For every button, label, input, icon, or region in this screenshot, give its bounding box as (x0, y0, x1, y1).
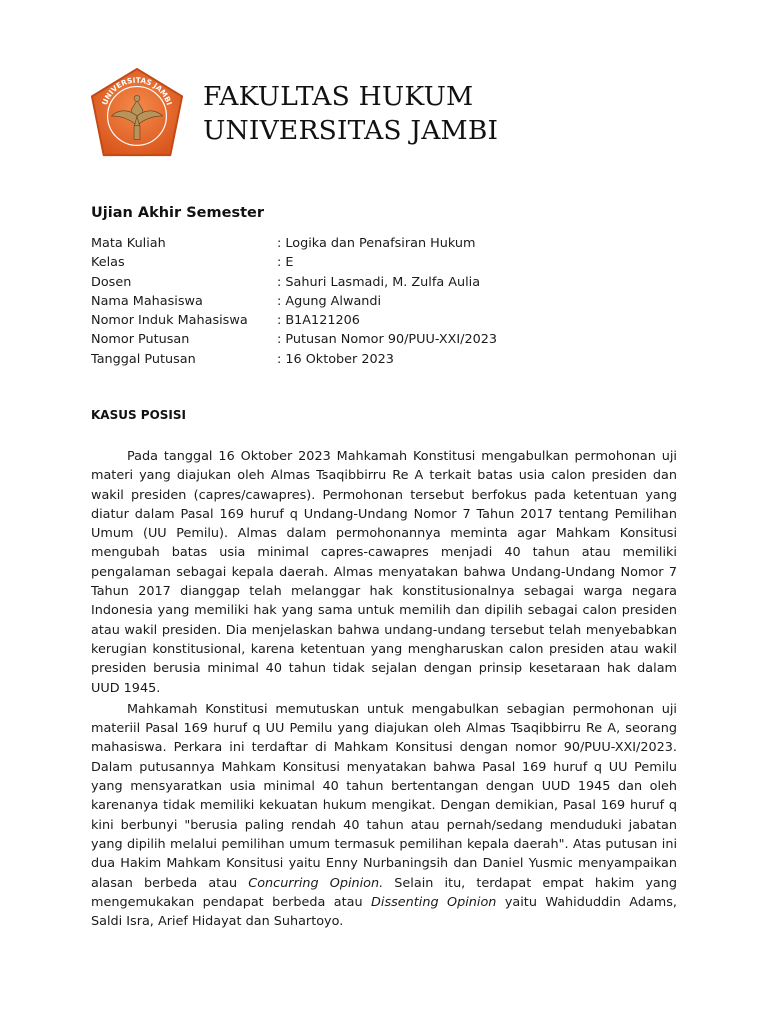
info-label: Nomor Induk Mahasiswa (91, 313, 248, 329)
info-label: Tanggal Putusan (91, 351, 196, 367)
institution-name (203, 80, 498, 148)
document-title: Ujian Akhir Semester (91, 205, 264, 221)
logo-text: UNIVERSITAS JAMBI (100, 75, 174, 107)
info-label: Dosen (91, 274, 132, 290)
info-label: Nama Mahasiswa (91, 293, 203, 309)
paragraph-1: Pada tanggal 16 Oktober 2023 Mahkamah Konstitusi mengabulkan permohonan uji materi yang diajukan oleh Almas Tsaqibbirru Re A terkait batas usia calon presiden dan wakil presiden (capres/cawapres). Permohonan tersebut berfokus pada ketentuan yang diatur dalam Pasal 169 huruf q Undang-Undang Nomor 7 Tahun 2017 tentang Pemilihan Umum (UU Pemilu). Almas dalam permohonannya meminta agar Mahkam Konsitusi mengubah batas usia minimal capres-cawapres menjadi 40 tahun atau memiliki pengalaman sebagai kepala daerah. Almas menyatakan bahwa Undang-Undang Nomor 7 Tahun 2017 dianggap telah melanggar hak konstitusionalnya sebagai warga negara Indonesia yang memiliki hak yang sama untuk memilih dan dipilih sebagai calon presiden atau wakil presiden. Dia menjelaskan bahwa undang-undang tersebut telah menyebabkan kerugian konstitusional, karena ketentuan yang mengharuskan calon presiden atau wakil presiden berusia minimal 40 tahun tidak sejalan dengan prinsip kesetaraan hak dalam UUD 1945. (91, 449, 677, 696)
university-logo-icon (88, 66, 186, 162)
info-label: Nomor Putusan (91, 332, 190, 348)
letterhead (88, 66, 688, 162)
info-row-student-name (91, 292, 691, 311)
info-table (91, 234, 691, 369)
faculty-name: FAKULTAS HUKUM (203, 81, 474, 112)
info-value: : 16 Oktober 2023 (277, 351, 394, 367)
section-heading: KASUS POSISI (91, 408, 187, 422)
info-row-student-id (91, 311, 691, 330)
case-body (91, 447, 677, 933)
concurring-opinion-term: Concurring Opinion. (248, 875, 384, 891)
info-label: Kelas (91, 255, 125, 271)
info-value: : B1A121206 (277, 313, 360, 329)
info-value: : Sahuri Lasmadi, M. Zulfa Aulia (277, 274, 481, 290)
info-value: : Agung Alwandi (277, 293, 382, 309)
info-row-decision-number (91, 330, 691, 349)
info-row-lecturer (91, 273, 691, 292)
info-row-class (91, 253, 691, 272)
paragraph-2-text-a: Mahkamah Konstitusi memutuskan untuk mengabulkan sebagian permohonan uji materiil Pasal 169 huruf q UU Pemilu yang diajukan oleh Almas Tsaqibbirru Re A, seorang mahasiswa. Perkara ini terdaftar di Mahkam Konsitusi dengan nomor 90/PUU-XXI/2023. Dalam putusannya Mahkam Konsitusi menyatakan bahwa Pasal 169 huruf q UU Pemilu yang mensyaratkan usia minimal 40 tahun bertentangan dengan UUD 1945 dan oleh karenanya tidak memiliki kekuatan hukum mengikat. Dengan demikian, Pasal 169 huruf q kini berbunyi "berusia paling rendah 40 tahun atau pernah/sedang menduduki jabatan yang dipilih melalui pemilihan umum termasuk pemilihan kepala daerah". Atas putusan ini dua Hakim Mahkam Konsitusi yaitu Enny Nurbaningsih dan Daniel Yusmic menyampaikan alasan berbeda atau (91, 701, 677, 891)
info-value: : Logika dan Penafsiran Hukum (277, 236, 476, 251)
dissenting-opinion-term: Dissenting Opinion (371, 894, 497, 910)
info-value: : Putusan Nomor 90/PUU-XXI/2023 (277, 332, 498, 348)
university-name: UNIVERSITAS JAMBI (203, 115, 499, 146)
info-row-decision-date (91, 350, 691, 369)
paragraph-2-text-c: yaitu Wahiduddin Adams, Saldi Isra, Arief Hidayat dan Suhartoyo. (91, 894, 677, 930)
paragraph-2-text-b: Selain itu, terdapat empat hakim yang mengemukakan pendapat berbeda atau (91, 875, 677, 910)
paragraph-2 (91, 700, 677, 932)
info-value: : E (277, 255, 294, 271)
info-row-course (91, 234, 691, 253)
info-label: Mata Kuliah (91, 236, 166, 251)
